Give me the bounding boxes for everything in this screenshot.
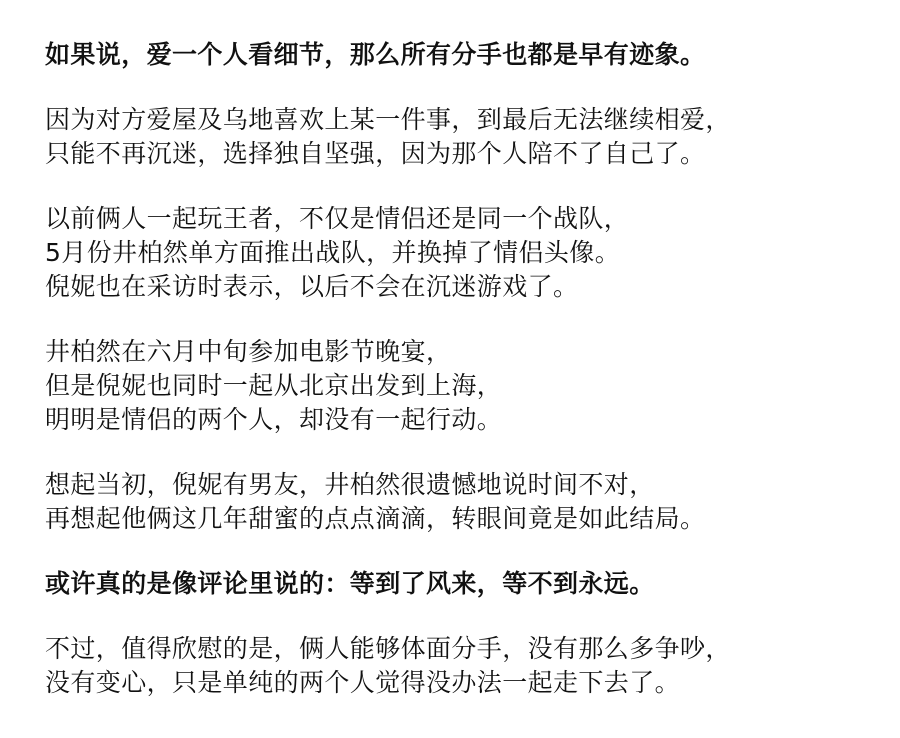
text-line: 因为对方爱屋及乌地喜欢上某一件事，到最后无法继续相爱， bbox=[45, 105, 731, 134]
paragraph-7 bbox=[45, 632, 885, 700]
article-body bbox=[45, 38, 885, 731]
text-line: 倪妮也在采访时表示，以后不会在沉迷游戏了。 bbox=[45, 272, 579, 301]
text-line: 以前俩人一起玩王者，不仅是情侣还是同一个战队， bbox=[45, 204, 630, 233]
text-line: 如果说，爱一个人看细节，那么所有分手也都是早有迹象。 bbox=[45, 40, 706, 69]
text-line: 再想起他俩这几年甜蜜的点点滴滴，转眼间竟是如此结局。 bbox=[45, 504, 706, 533]
paragraph-3 bbox=[45, 202, 885, 304]
text-line: 但是倪妮也同时一起从北京出发到上海， bbox=[45, 371, 503, 400]
text-line: 井柏然在六月中旬参加电影节晚宴， bbox=[45, 337, 452, 366]
text-line: 不过，值得欣慰的是，俩人能够体面分手，没有那么多争吵， bbox=[45, 634, 731, 663]
paragraph-6-highlight bbox=[45, 567, 885, 601]
text-line: 或许真的是像评论里说的：等到了风来，等不到永远。 bbox=[45, 569, 655, 598]
paragraph-5 bbox=[45, 468, 885, 536]
paragraph-4 bbox=[45, 335, 885, 437]
text-line: 明明是情侣的两个人，却没有一起行动。 bbox=[45, 405, 503, 434]
paragraph-1-heading bbox=[45, 38, 885, 72]
text-line: 5月份井柏然单方面推出战队，并换掉了情侣头像。 bbox=[45, 238, 621, 267]
text-line: 没有变心，只是单纯的两个人觉得没办法一起走下去了。 bbox=[45, 668, 681, 697]
paragraph-2 bbox=[45, 103, 885, 171]
text-line: 只能不再沉迷，选择独自坚强，因为那个人陪不了自己了。 bbox=[45, 139, 706, 168]
text-line: 想起当初，倪妮有男友，井柏然很遗憾地说时间不对， bbox=[45, 470, 655, 499]
